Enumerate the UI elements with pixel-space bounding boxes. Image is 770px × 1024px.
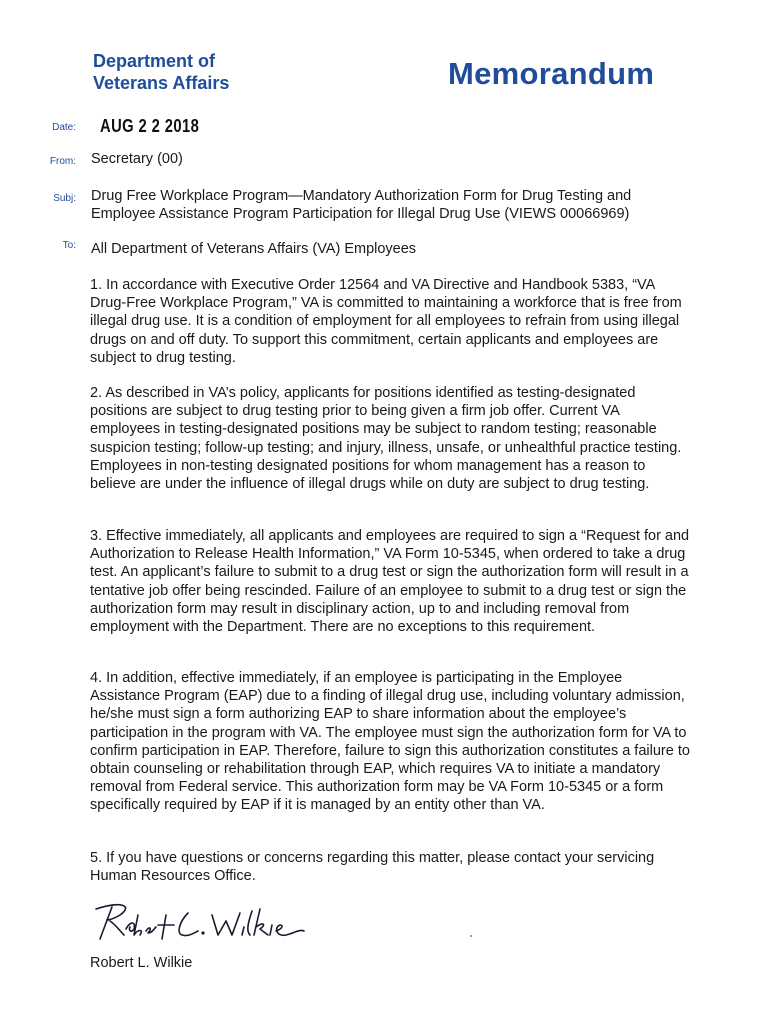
paragraph-4-text: 4. In addition, effective immediately, if an employee is participating in the Employee Assistance Program (EAP) due to a finding of illegal drug use, including voluntary admission, he/she must sign a form authorizing EAP to share information about the employee’s participation in the program with VA. The employee must sign the authorization form for VA to confirm participation in EAP. Therefore, failure to sign this authorization constitutes a failure to obtain counseling or rehabilitation through EAP, which requires VA to initiate a mandatory removal from Federal service. This authorization form may be VA Form 10-5345 or a form specifically required by EAP if it is managed by an entity other than VA. xyxy=(90,670,690,814)
date-stamp: AUG 2 2 2018 xyxy=(100,116,200,136)
to-value: All Department of Veterans Affairs (VA) Employees xyxy=(91,241,417,257)
paragraph-2 xyxy=(90,384,690,493)
paragraph-4 xyxy=(90,669,690,815)
paragraph-5-text: 5. If you have questions or concerns regarding this matter, please contact your servicing Human Resources Office. xyxy=(90,850,655,885)
paragraph-2-text: 2. As described in VA’s policy, applicants for positions identified as testing-designated positions are subject to drug testing prior to being given a firm job offer. Current VA employees in testing-designated positions may be subject to random testing; reasonable suspicion testing; follow-up testing; and injury, illness, unsafe, or unhealthful practice testing. Employees in non-testing designated positions for whom management has a reason to believe are under the influence of illegal drugs while on duty are subject to drug testing. xyxy=(90,385,682,493)
from-label: From: xyxy=(49,156,76,167)
date-label: Date: xyxy=(52,122,76,133)
paragraph-1 xyxy=(90,276,690,367)
subject-label: Subj: xyxy=(53,193,76,204)
signature-drawing xyxy=(90,895,340,955)
dept-line-1: Department of xyxy=(93,51,216,71)
to-label: To: xyxy=(62,240,76,251)
signer-name: Robert L. Wilkie xyxy=(90,955,193,971)
department-name xyxy=(93,50,229,94)
from-value: Secretary (00) xyxy=(91,151,183,167)
paragraph-3-text: 3. Effective immediately, all applicants and employees are required to sign a “Request for and Authorization to Release Health Information,” VA Form 10-5345, when ordered to take a drug test. An applicant’s failure to submit to a drug test or sign the authorization form will result in a tentative job offer being rescinded. Failure of an employee to submit to a drug test or sign the authorization form may result in disciplinary action, up to and including removal from employment with the Department. There are no exceptions to this requirement. xyxy=(90,528,690,636)
scan-speck xyxy=(470,935,472,937)
memo-title: Memorandum xyxy=(448,56,655,91)
subject-value: Drug Free Workplace Program—Mandatory Authorization Form for Drug Testing and Employee Assistance Program Participation for Illegal Drug Use (VIEWS 00066969) xyxy=(91,188,632,222)
paragraph-5 xyxy=(90,849,690,885)
paragraph-3 xyxy=(90,527,690,636)
dept-line-2: Veterans Affairs xyxy=(93,73,230,93)
handwritten-signature xyxy=(90,895,340,955)
paragraph-1-text: 1. In accordance with Executive Order 12564 and VA Directive and Handbook 5383, “VA Drug-Free Workplace Program,” VA is committed to maintaining a workforce that is free from illegal drug use. It is a condition of employment for all employees to refrain from using illegal drugs on and off duty. To support this commitment, certain applicants and employees are subject to drug testing. xyxy=(90,277,682,366)
